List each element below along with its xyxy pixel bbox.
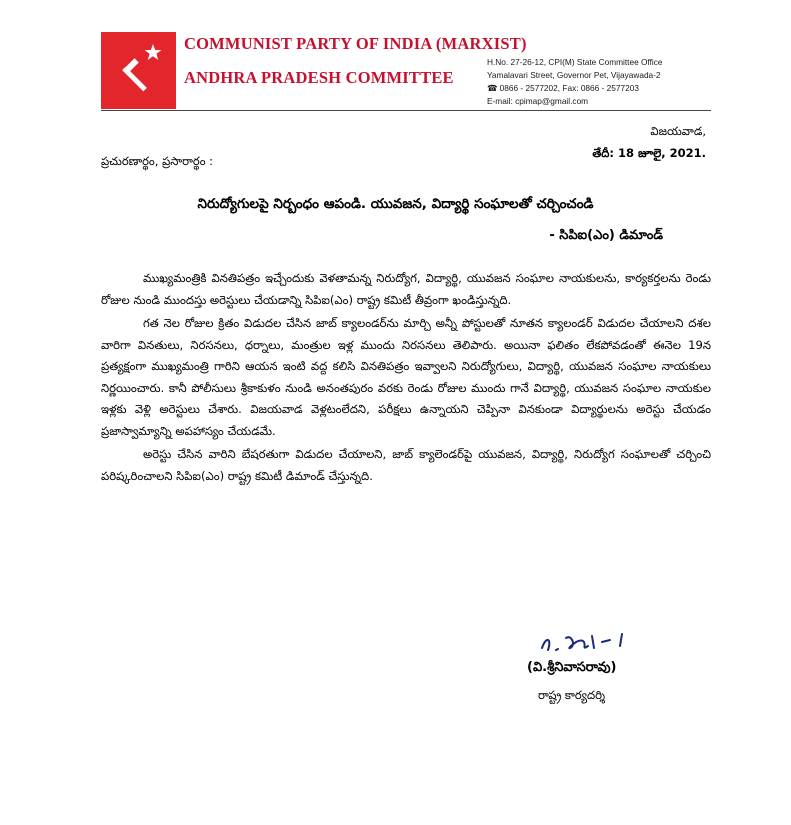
contact-email: E-mail: cpimap@gmail.com [487,96,589,106]
address-line: H.No. 27-26-12, CPI(M) State Committee Office [487,57,663,67]
address-line: Yamalavari Street, Governor Pet, Vijayawada-2 [487,70,661,80]
letterhead-divider [101,110,711,111]
body-paragraph: ముఖ్యమంత్రికి వినతిపత్రం ఇచ్చేందుకు వెళతామన్న నిరుద్యోగ, విద్యార్థి, యువజన సంఘాల నాయకులను, కార్యకర్తలను రెండు రోజుల నుండి ముందస్తు అరెస్టులు చేయడాన్ని సిపిఐ(ఎం) రాష్ట్ర కమిటీ తీవ్రంగా ఖండిస్తున్నది. [101,271,711,307]
signatory-name: (వి.శ్రీనివాసరావు) [527,660,617,675]
hammer-sickle-star-icon [101,32,176,109]
letter-place: విజయవాడ, [650,124,706,138]
committee-name: ANDHRA PRADESH COMMITTEE [184,68,454,87]
letter-date: తేదీ: 18 జూలై, 2021. [592,146,706,160]
demand-attribution: - సిపిఐ(ఎం) డిమాండ్ [549,228,663,243]
contact-phone: ☎ 0866 - 2577202, Fax: 0866 - 2577203 [487,83,639,93]
party-name: COMMUNIST PARTY OF INDIA (MARXIST) [184,34,527,53]
body-paragraph: గత నెల రోజుల క్రితం విడుదల చేసిన జాబ్ క్యాలండర్‌ను మార్చి అన్నీ పోస్టులతో నూతన క్యాలండర్ విడుదల చేయాలని దశల వారిగా వినతులు, నిరసనలు, ధర్నాలు, మంత్రుల ఇళ్ల ముందు నిరసనలు తెలిపారు. అయినా ఫలితం లేకపోవడంతో ఈనెల 19న ప్రత్యక్షంగా ముఖ్యమంత్రి గారిని ఆయన ఇంటి వద్ద కలిసి వినతిపత్రం ఇవ్వాలని నిరుద్యోగులు, విద్యార్థి, యువజన సంఘాల నాయకులు నిర్ణయించారు. కానీ పోలీసులు శ్రీకాకుళం నుండి అనంతపురం వరకు రెండు రోజుల ముందు గానే విద్యార్థి, యువజన సంఘాల నాయకుల ఇళ్లకు వెళ్లి అరెస్టులు చేశారు. విజయవాడ వెళ్లటంలేదని, పరీక్షలు ఉన్నాయని చెప్పినా వినకుండా విద్యార్థులను అరెస్టు చేయడం ప్రజాస్వామ్యాన్ని అపహాస్యం చేయడమే. [101,316,711,438]
body-paragraph: అరెస్టు చేసిన వారిని బేషరతుగా విడుదల చేయాలని, జాబ్ క్యాలెండర్‌పై యువజన, విద్యార్థి, నిరుద్యోగ సంఘాలతో చర్చించి పరిష్కరించాలని సిపిఐ(ఎం) రాష్ట్ర కమిటీ డిమాండ్ చేస్తున్నది. [101,447,711,483]
signatory-title: రాష్ట్ర కార్యదర్శి [538,688,605,702]
handwritten-signature [536,628,636,658]
letter-body [101,268,711,489]
letter-purpose: ప్రచురణార్థం, ప్రసారార్థం : [101,154,214,168]
office-address [487,56,663,108]
party-logo [101,32,176,109]
press-headline: నిరుద్యోగులపై నిర్బంధం ఆపండి. యువజన, విద్యార్థి సంఘాలతో చర్చించండి [197,196,594,212]
